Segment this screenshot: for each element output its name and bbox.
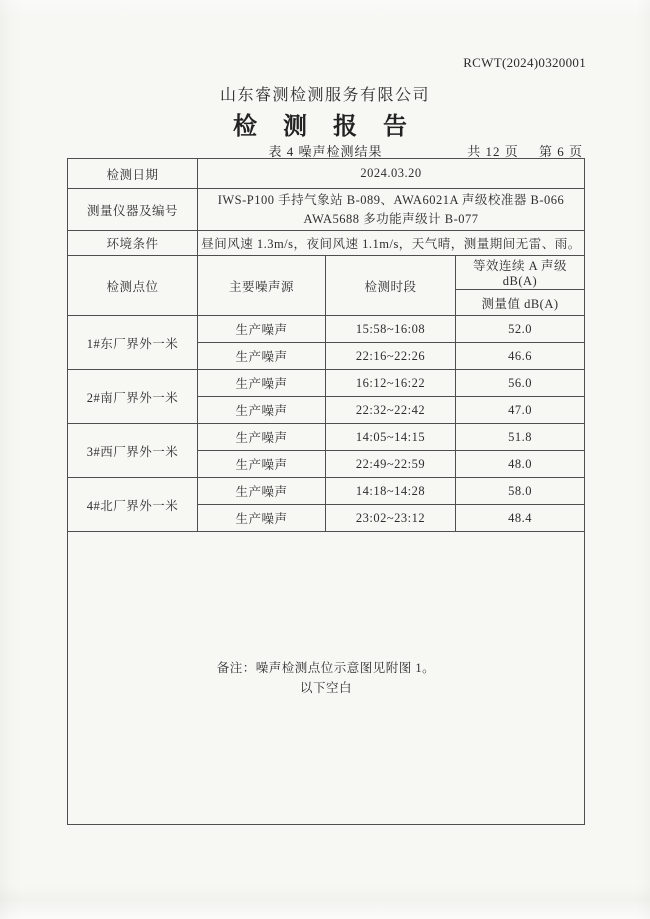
measurement-row bbox=[68, 316, 585, 343]
measured-value: 51.8 bbox=[456, 424, 585, 451]
noise-source: 生产噪声 bbox=[198, 451, 326, 478]
measured-value: 52.0 bbox=[456, 316, 585, 343]
noise-source: 生产噪声 bbox=[198, 343, 326, 370]
measurement-row bbox=[68, 424, 585, 451]
page-title: 检 测 报 告 bbox=[233, 114, 417, 140]
time-period: 22:49~22:59 bbox=[326, 451, 456, 478]
environment-label: 环境条件 bbox=[68, 231, 198, 256]
blank-below-text: 以下空白 bbox=[299, 681, 352, 695]
header-leq: 等效连续 A 声级 dB(A) bbox=[456, 256, 585, 290]
time-period: 23:02~23:12 bbox=[326, 505, 456, 532]
instrument-value bbox=[198, 189, 585, 231]
noise-source: 生产噪声 bbox=[198, 478, 326, 505]
date-label: 检测日期 bbox=[68, 159, 198, 189]
page-current: 第 6 页 bbox=[538, 144, 583, 159]
header-measured: 测量值 dB(A) bbox=[456, 290, 585, 316]
table-caption: 表 4 噪声检测结果 bbox=[268, 144, 383, 159]
page-total: 共 12 页 bbox=[467, 144, 519, 159]
header-row bbox=[68, 256, 585, 290]
point-label: 1#东厂界外一米 bbox=[68, 316, 198, 370]
company-name: 山东睿测检测服务有限公司 bbox=[219, 87, 430, 104]
instrument-line-1: IWS-P100 手持气象站 B-089、AWA6021A 声级校准器 B-066 bbox=[217, 192, 565, 207]
measured-value: 58.0 bbox=[456, 478, 585, 505]
remarks-row bbox=[68, 532, 585, 825]
time-period: 15:58~16:08 bbox=[326, 316, 456, 343]
measurement-row bbox=[68, 370, 585, 397]
measurement-row bbox=[68, 478, 585, 505]
time-period: 22:32~22:42 bbox=[326, 397, 456, 424]
header-source: 主要噪声源 bbox=[198, 256, 326, 316]
measured-value: 48.0 bbox=[456, 451, 585, 478]
point-label: 2#南厂界外一米 bbox=[68, 370, 198, 424]
instrument-line-2: AWA5688 多功能声级计 B-077 bbox=[303, 211, 479, 226]
caption-row bbox=[67, 141, 584, 159]
time-period: 14:05~14:15 bbox=[326, 424, 456, 451]
instrument-label: 测量仪器及编号 bbox=[68, 189, 198, 231]
environment-value: 昼间风速 1.3m/s，夜间风速 1.1m/s，天气晴，测量期间无雷、雨。 bbox=[198, 231, 585, 256]
measured-value: 46.6 bbox=[456, 343, 585, 370]
header-point: 检测点位 bbox=[68, 256, 198, 316]
remarks-text: 备注：噪声检测点位示意图见附图 1。 bbox=[216, 661, 436, 675]
measured-value: 48.4 bbox=[456, 505, 585, 532]
measured-value: 47.0 bbox=[456, 397, 585, 424]
info-row-environment bbox=[68, 231, 585, 256]
noise-source: 生产噪声 bbox=[198, 370, 326, 397]
noise-source: 生产噪声 bbox=[198, 505, 326, 532]
info-row-date bbox=[68, 159, 585, 189]
date-value: 2024.03.20 bbox=[198, 159, 585, 189]
noise-source: 生产噪声 bbox=[198, 397, 326, 424]
time-period: 16:12~16:22 bbox=[326, 370, 456, 397]
remarks-cell bbox=[68, 532, 585, 825]
header-period: 检测时段 bbox=[326, 256, 456, 316]
time-period: 14:18~14:28 bbox=[326, 478, 456, 505]
point-label: 4#北厂界外一米 bbox=[68, 478, 198, 532]
measured-value: 56.0 bbox=[456, 370, 585, 397]
report-number: RCWT(2024)0320001 bbox=[463, 55, 586, 70]
noise-results-table bbox=[67, 158, 585, 825]
noise-source: 生产噪声 bbox=[198, 316, 326, 343]
noise-source: 生产噪声 bbox=[198, 424, 326, 451]
point-label: 3#西厂界外一米 bbox=[68, 424, 198, 478]
info-row-instruments bbox=[68, 189, 585, 231]
time-period: 22:16~22:26 bbox=[326, 343, 456, 370]
